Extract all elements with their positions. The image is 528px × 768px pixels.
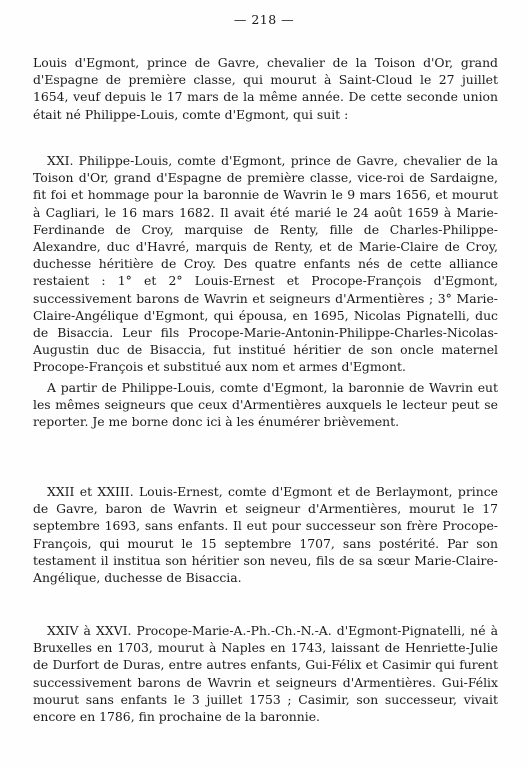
paragraph-xxiv-xxvi: XXIV à XXVI. Procope-Marie-A.-Ph.-Ch.-N.-A. d'Egmont-Pignatelli, né à Bruxelles en 1703, mourut à Naples en 1743, laissant de Henriette-Julie de Durfort de Duras, entre autres enfants, Gui-Félix et Casimir qui furent successivement barons de Wavrin et seigneurs d'Armentières. Gui-Félix mourut sans enfants le 3 juillet 1753 ; Casimir, son successeur, vivait encore en 1786, fin prochaine de la baronnie. xyxy=(33,623,498,725)
paragraph-transition: A partir de Philippe-Louis, comte d'Egmont, la baronnie de Wavrin eut les mêmes seigneurs que ceux d'Armentières auxquels le lecteur peut se reporter. Je me borne donc ici à les énumérer brièvement. xyxy=(33,380,498,430)
paragraph-xxi: XXI. Philippe-Louis, comte d'Egmont, prince de Gavre, chevalier de la Toison d'Or, grand d'Espagne de première classe, vice-roi de Sardaigne, fit foi et hommage pour la baronnie de Wavrin le 9 mars 1656, et mourut à Cagliari, le 16 mars 1682. Il avait été marié le 24 août 1659 à Marie-Ferdinande de Croy, marquise de Renty, fille de Charles-Philippe-Alexandre, duc d'Havré, marquis de Renty, et de Marie-Claire de Croy, duchesse héritière de Croy. Des quatre enfants nés de cette alliance restaient : 1° et 2° Louis-Ernest et Procope-François d'Egmont, successivement barons de Wavrin et seigneurs d'Armentières ; 3° Marie-Claire-Angélique d'Egmont, qui épousa, en 1695, Nicolas Pignatelli, duc de Bisaccia. Leur fils Procope-Marie-Antonin-Philippe-Charles-Nicolas-Augustin duc de Bisaccia, fut institué héritier de son oncle maternel Procope-François et substitué aux nom et armes d'Egmont. xyxy=(33,153,498,375)
page-number: — 218 — xyxy=(233,12,295,27)
paragraph-continuation: Louis d'Egmont, prince de Gavre, chevalier de la Toison d'Or, grand d'Espagne de première classe, qui mourut à Saint-Cloud le 27 juillet 1654, veuf depuis le 17 mars de la même année. De cette seconde union était né Philippe-Louis, comte d'Egmont, qui suit : xyxy=(33,55,498,122)
paragraph-xxii-xxiii: XXII et XXIII. Louis-Ernest, comte d'Egmont et de Berlaymont, prince de Gavre, baron de Wavrin et seigneur d'Armentières, mourut le 17 septembre 1693, sans enfants. Il eut pour successeur son frère Procope-François, qui mourut le 15 septembre 1707, sans postérité. Par son testament il institua son héritier son neveu, fils de sa sœur Marie-Claire-Angélique, duchesse de Bisaccia. xyxy=(33,484,498,586)
